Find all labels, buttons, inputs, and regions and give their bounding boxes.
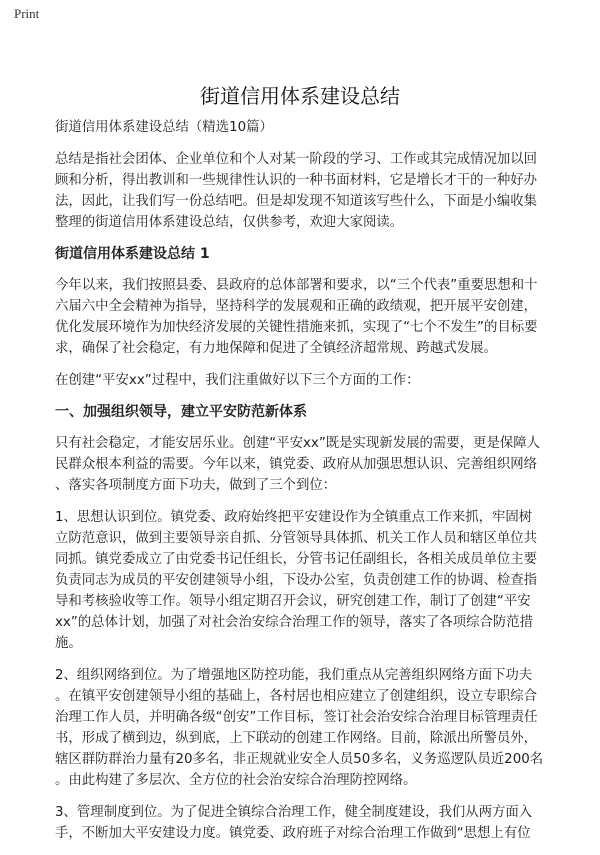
paragraph	[55, 507, 555, 654]
paragraph	[55, 275, 555, 359]
text-line: 手，不断加大平安建设力度。镇党委、政府班子对综合治理工作做到“思想上有位	[55, 826, 531, 841]
document-body	[55, 117, 555, 855]
text-line: 同抓。镇党委成立了由党委书记任组长，分管书记任副组长，各相关成员单位主要	[55, 552, 538, 567]
text-line: 总结是指社会团体、企业单位和个人对某一阶段的学习、工作或其完成情况加以回	[55, 152, 538, 167]
section-heading	[55, 244, 555, 265]
text-line: 书，形成了横到边，纵到底，上下联动的创建工作网络。目前，除派出所警员外，	[55, 731, 538, 746]
document-title: 街道信用体系建设总结	[200, 84, 400, 108]
text-line: 六届六中全会精神为指导，坚持科学的发展观和正确的政绩观，把开展平安创建，	[55, 299, 538, 314]
text-line: 优化发展环境作为加快经济发展的关键性措施来抓，实现了“七个不发生”的目标要	[55, 320, 538, 335]
text-line: 求，确保了社会稳定，有力地保障和促进了全镇经济超常规、跨越式发展。	[55, 341, 497, 356]
text-line: 3、管理制度到位。为了促进全镇综合治理工作，健全制度建设，我们从两方面入	[55, 805, 533, 820]
paragraph	[55, 802, 555, 844]
section-heading	[55, 402, 555, 423]
text-line: 今年以来，我们按照县委、县政府的总体部署和要求，以“三个代表”重要思想和十	[55, 278, 538, 293]
text-line: 立防范意识，做到主要领导亲自抓、分管领导具体抓、机关工作人员和辖区单位共	[55, 531, 538, 546]
text-line: 。在镇平安创建领导小组的基础上，各村居也相应建立了创建组织，设立专职综合	[55, 689, 538, 704]
text-line: 2、组织网络到位。为了增强地区防控功能，我们重点从完善组织网络方面下功夫	[55, 668, 533, 683]
text-line: 施。	[55, 636, 82, 651]
text-line: 法，因此，让我们写一份总结吧。但是却发现不知道该写些什么，下面是小编收集	[55, 194, 538, 209]
text-line: 辖区群防群治力量有20多名，非正规就业安全人员50多名，义务巡逻队员近200名	[55, 752, 544, 767]
text-line: 在创建“平安xx”过程中，我们注重做好以下三个方面的工作：	[55, 373, 420, 388]
text-line: 民群众根本利益的需要。今年以来，镇党委、政府从加强思想认识、完善组织网络	[55, 457, 538, 472]
text-line: 。由此构建了多层次、全方位的社会治安综合治理防控网络。	[55, 773, 417, 788]
text-line: 顾和分析，得出教训和一些规律性认识的一种书面材料，它是增长才干的一种好办	[55, 173, 538, 188]
paragraph	[55, 665, 555, 791]
paragraph	[55, 433, 555, 496]
print-link[interactable]: Print	[14, 6, 40, 21]
text-line: xx”的总体计划，加强了对社会治安综合治理工作的领导，落实了各项综合防范措	[55, 615, 534, 630]
text-line: 、落实各项制度方面下功夫，做到了三个到位：	[55, 478, 337, 493]
text-line: 负责同志为成员的平安创建领导小组，下设办公室，负责创建工作的协调、检查指	[55, 573, 538, 588]
text-line: 整理的街道信用体系建设总结，仅供参考，欢迎大家阅读。	[55, 215, 404, 230]
text-line: 街道信用体系建设总结 1	[55, 246, 210, 262]
text-line: 街道信用体系建设总结（精选10篇）	[55, 120, 273, 135]
text-line: 治理工作人员，并明确各级“创安”工作目标，签订社会治安综合治理目标管理责任	[55, 710, 538, 725]
paragraph	[55, 117, 555, 138]
paragraph	[55, 370, 555, 391]
text-line: 1、思想认识到位。镇党委、政府始终把平安建设作为全镇重点工作来抓，牢固树	[55, 510, 533, 525]
text-line: 只有社会稳定，才能安居乐业。创建“平安xx”既是实现新发展的需要，更是保障人	[55, 436, 541, 451]
paragraph	[55, 149, 555, 233]
text-line: 导和考核验收等工作。领导小组定期召开会议，研究创建工作，制订了创建“平安	[55, 594, 531, 609]
text-line: 一、加强组织领导，建立平安防范新体系	[55, 404, 307, 420]
